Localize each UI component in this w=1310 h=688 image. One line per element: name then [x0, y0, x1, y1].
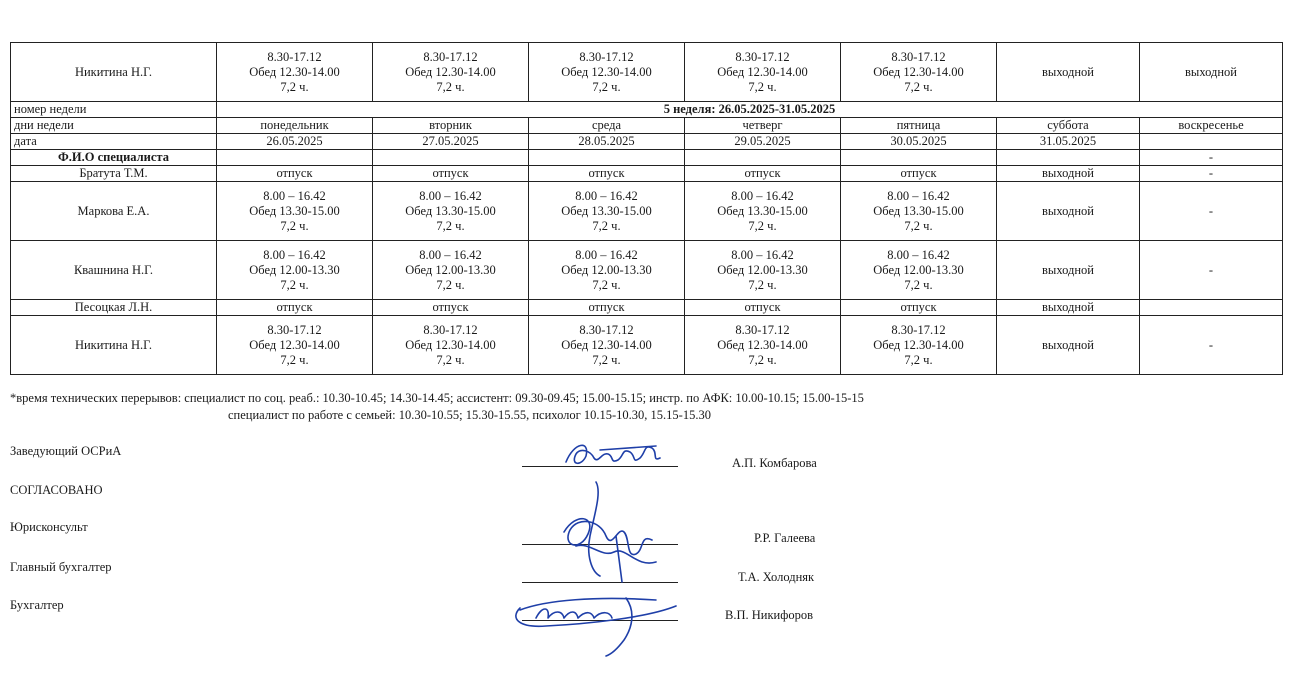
- schedule-cell: [529, 166, 685, 182]
- weekday-cell: среда: [529, 118, 685, 134]
- schedule-cell: [373, 316, 529, 375]
- date-cell: 26.05.2025: [217, 134, 373, 150]
- cell-line: отпуск: [276, 300, 313, 314]
- cell-line: 8.00 – 16.42: [887, 247, 950, 262]
- week-number-label: номер недели: [11, 102, 217, 118]
- schedule-cell: [529, 241, 685, 300]
- schedule-cell: [841, 166, 997, 182]
- schedule-cell: [997, 43, 1140, 102]
- schedule-cell: [373, 241, 529, 300]
- cell-line: Обед 13.30-15.00: [405, 203, 496, 218]
- schedule-cell: [217, 300, 373, 316]
- cell-line: Обед 13.30-15.00: [561, 203, 652, 218]
- weekday-cell: пятница: [841, 118, 997, 134]
- empty-cell: [685, 150, 841, 166]
- schedule-cell: [373, 43, 529, 102]
- employee-name: Братута Т.М.: [11, 166, 217, 182]
- cell-line: отпуск: [588, 166, 625, 180]
- cell-line: Обед 12.30-14.00: [249, 337, 340, 352]
- cell-line: 8.30-17.12: [579, 322, 634, 337]
- signature-accountant-image: [506, 588, 686, 658]
- cell-line: Обед 12.30-14.00: [717, 64, 808, 79]
- lawyer-name: Р.Р. Галеева: [754, 531, 816, 545]
- cell-line: Обед 13.30-15.00: [873, 203, 964, 218]
- schedule-cell: [841, 43, 997, 102]
- signature-lawyer-chief-image: [556, 476, 666, 586]
- cell-line: 7,2 ч.: [280, 352, 309, 367]
- specialist-header-row: [11, 150, 1283, 166]
- schedule-cell: [997, 241, 1140, 300]
- date-cell: 28.05.2025: [529, 134, 685, 150]
- date-cell: 29.05.2025: [685, 134, 841, 150]
- date-cell: 30.05.2025: [841, 134, 997, 150]
- cell-line: Обед 12.30-14.00: [249, 64, 340, 79]
- weekday-cell: воскресенье: [1140, 118, 1283, 134]
- cell-line: 7,2 ч.: [904, 352, 933, 367]
- cell-line: отпуск: [432, 300, 469, 314]
- cell-line: выходной: [1042, 300, 1094, 314]
- cell-line: 7,2 ч.: [436, 218, 465, 233]
- dates-row: [11, 134, 1283, 150]
- cell-line: 7,2 ч.: [748, 218, 777, 233]
- schedule-cell: [997, 166, 1140, 182]
- cell-line: 7,2 ч.: [904, 79, 933, 94]
- cell-line: 8.30-17.12: [735, 49, 790, 64]
- approved-label: СОГЛАСОВАНО: [10, 483, 103, 497]
- cell-line: выходной: [1042, 203, 1094, 218]
- lawyer-title: Юрисконсульт: [10, 520, 88, 534]
- employee-name: Квашнина Н.Г.: [11, 241, 217, 300]
- weekday-cell: суббота: [997, 118, 1140, 134]
- schedule-cell: [529, 182, 685, 241]
- cell-line: Обед 12.30-14.00: [405, 337, 496, 352]
- cell-line: 8.30-17.12: [267, 322, 322, 337]
- empty-cell: [217, 150, 373, 166]
- schedule-cell: [529, 43, 685, 102]
- cell-line: отпуск: [276, 166, 313, 180]
- schedule-cell: [1140, 241, 1283, 300]
- cell-line: 7,2 ч.: [748, 79, 777, 94]
- schedule-cell: [841, 182, 997, 241]
- cell-line: 8.30-17.12: [423, 322, 478, 337]
- cell-line: 7,2 ч.: [592, 79, 621, 94]
- table-row: [11, 43, 1283, 102]
- cell-line: Обед 12.30-14.00: [561, 337, 652, 352]
- technical-breaks-note: [10, 390, 864, 424]
- schedule-cell: [217, 182, 373, 241]
- cell-line: отпуск: [588, 300, 625, 314]
- schedule-cell: [685, 43, 841, 102]
- schedule-cell: [685, 182, 841, 241]
- schedule-cell: [841, 241, 997, 300]
- cell-line: 7,2 ч.: [592, 218, 621, 233]
- cell-line: Обед 13.30-15.00: [249, 203, 340, 218]
- footnote-line-1: *время технических перерывов: специалист по соц. реаб.: 10.30-10.45; 14.30-14.45; ассистент: 09.30-09.45; 15.00-15.15; инстр. по АФК: 10.00-10.15; 15.00-15-15: [10, 391, 864, 405]
- head-title: Заведующий ОСРиА: [10, 444, 122, 458]
- schedule-cell: [841, 316, 997, 375]
- table-row: [11, 316, 1283, 375]
- cell-line: 7,2 ч.: [280, 277, 309, 292]
- cell-line: 7,2 ч.: [280, 79, 309, 94]
- cell-line: -: [1208, 337, 1214, 352]
- schedule-cell: [841, 300, 997, 316]
- cell-line: -: [1208, 203, 1214, 218]
- schedule-cell: [373, 166, 529, 182]
- schedule-cell: [529, 300, 685, 316]
- cell-line: 8.30-17.12: [267, 49, 322, 64]
- schedule-cell: [217, 241, 373, 300]
- sunday-cell: -: [1140, 150, 1283, 166]
- cell-line: 8.00 – 16.42: [263, 188, 326, 203]
- cell-line: 8.00 – 16.42: [263, 247, 326, 262]
- date-cell: 31.05.2025: [997, 134, 1140, 150]
- cell-line: отпуск: [900, 300, 937, 314]
- cell-line: 8.30-17.12: [423, 49, 478, 64]
- specialist-label: Ф.И.О специалиста: [11, 150, 217, 166]
- cell-line: 7,2 ч.: [748, 352, 777, 367]
- cell-line: Обед 12.00-13.30: [873, 262, 964, 277]
- signature-head-image: [560, 436, 670, 472]
- cell-line: Обед 12.30-14.00: [873, 337, 964, 352]
- cell-line: отпуск: [432, 166, 469, 180]
- schedule-cell: [997, 300, 1140, 316]
- schedule-cell: [685, 241, 841, 300]
- schedule-cell: [1140, 182, 1283, 241]
- table-row: [11, 166, 1283, 182]
- schedule-cell: [1140, 43, 1283, 102]
- cell-line: Обед 12.00-13.30: [249, 262, 340, 277]
- schedule-cell: [997, 182, 1140, 241]
- schedule-cell: [1140, 166, 1283, 182]
- date-cell: [1140, 134, 1283, 150]
- footnote-line-2: специалист по работе с семьей: 10.30-10.55; 15.30-15.55, психолог 10.15-10.30, 15.15-15.30: [228, 408, 711, 422]
- chief-accountant-title: Главный бухгалтер: [10, 560, 112, 574]
- table-row: [11, 182, 1283, 241]
- cell-line: отпуск: [744, 300, 781, 314]
- schedule-cell: [217, 43, 373, 102]
- schedule-cell: [685, 166, 841, 182]
- empty-cell: [997, 150, 1140, 166]
- employee-name: Никитина Н.Г.: [11, 43, 217, 102]
- cell-line: выходной: [1042, 166, 1094, 180]
- cell-line: 8.30-17.12: [579, 49, 634, 64]
- cell-line: 8.00 – 16.42: [731, 188, 794, 203]
- schedule-cell: [1140, 316, 1283, 375]
- cell-line: 8.00 – 16.42: [575, 247, 638, 262]
- employee-name: Маркова Е.А.: [11, 182, 217, 241]
- cell-line: 7,2 ч.: [280, 218, 309, 233]
- cell-line: выходной: [1042, 337, 1094, 352]
- cell-line: 7,2 ч.: [904, 218, 933, 233]
- schedule-cell: [685, 316, 841, 375]
- schedule-table: [10, 42, 1283, 375]
- week-number-row: [11, 102, 1283, 118]
- table-row: [11, 241, 1283, 300]
- cell-line: 8.00 – 16.42: [887, 188, 950, 203]
- cell-line: 8.00 – 16.42: [731, 247, 794, 262]
- empty-cell: [841, 150, 997, 166]
- cell-line: Обед 12.00-13.30: [405, 262, 496, 277]
- employee-name: Песоцкая Л.Н.: [11, 300, 217, 316]
- head-name: А.П. Комбарова: [732, 456, 817, 470]
- table-row: [11, 300, 1283, 316]
- cell-line: 8.00 – 16.42: [419, 188, 482, 203]
- schedule-cell: [373, 300, 529, 316]
- schedule-cell: [529, 316, 685, 375]
- week-title: 5 неделя: 26.05.2025-31.05.2025: [217, 102, 1283, 118]
- cell-line: 8.00 – 16.42: [575, 188, 638, 203]
- cell-line: 7,2 ч.: [436, 352, 465, 367]
- cell-line: Обед 13.30-15.00: [717, 203, 808, 218]
- cell-line: Обед 12.30-14.00: [717, 337, 808, 352]
- cell-line: выходной: [1185, 64, 1237, 79]
- schedule-cell: [685, 300, 841, 316]
- cell-line: Обед 12.00-13.30: [717, 262, 808, 277]
- cell-line: выходной: [1042, 262, 1094, 277]
- cell-line: 7,2 ч.: [748, 277, 777, 292]
- cell-line: 7,2 ч.: [436, 277, 465, 292]
- cell-line: -: [1208, 262, 1214, 277]
- cell-line: Обед 12.30-14.00: [405, 64, 496, 79]
- cell-line: Обед 12.30-14.00: [873, 64, 964, 79]
- employee-name: Никитина Н.Г.: [11, 316, 217, 375]
- accountant-name: В.П. Никифоров: [725, 608, 813, 622]
- schedule-cell: [217, 166, 373, 182]
- cell-line: 8.30-17.12: [735, 322, 790, 337]
- cell-line: 7,2 ч.: [904, 277, 933, 292]
- cell-line: 7,2 ч.: [592, 352, 621, 367]
- cell-line: выходной: [1042, 64, 1094, 79]
- empty-cell: [529, 150, 685, 166]
- weekday-cell: четверг: [685, 118, 841, 134]
- weekday-cell: понедельник: [217, 118, 373, 134]
- schedule-cell: [373, 182, 529, 241]
- cell-line: отпуск: [744, 166, 781, 180]
- cell-line: 8.30-17.12: [891, 322, 946, 337]
- cell-line: отпуск: [900, 166, 937, 180]
- accountant-title: Бухгалтер: [10, 598, 64, 612]
- schedule-body: [11, 43, 1283, 375]
- cell-line: Обед 12.30-14.00: [561, 64, 652, 79]
- date-label: дата: [11, 134, 217, 150]
- date-cell: 27.05.2025: [373, 134, 529, 150]
- cell-line: 8.00 – 16.42: [419, 247, 482, 262]
- weekdays-label: дни недели: [11, 118, 217, 134]
- cell-line: 7,2 ч.: [592, 277, 621, 292]
- weekdays-row: [11, 118, 1283, 134]
- cell-line: -: [1208, 166, 1214, 180]
- chief-accountant-name: Т.А. Холодняк: [738, 570, 815, 584]
- schedule-cell: [217, 316, 373, 375]
- empty-cell: [373, 150, 529, 166]
- cell-line: Обед 12.00-13.30: [561, 262, 652, 277]
- cell-line: 7,2 ч.: [436, 79, 465, 94]
- schedule-cell: [1140, 300, 1283, 316]
- cell-line: 8.30-17.12: [891, 49, 946, 64]
- weekday-cell: вторник: [373, 118, 529, 134]
- schedule-cell: [997, 316, 1140, 375]
